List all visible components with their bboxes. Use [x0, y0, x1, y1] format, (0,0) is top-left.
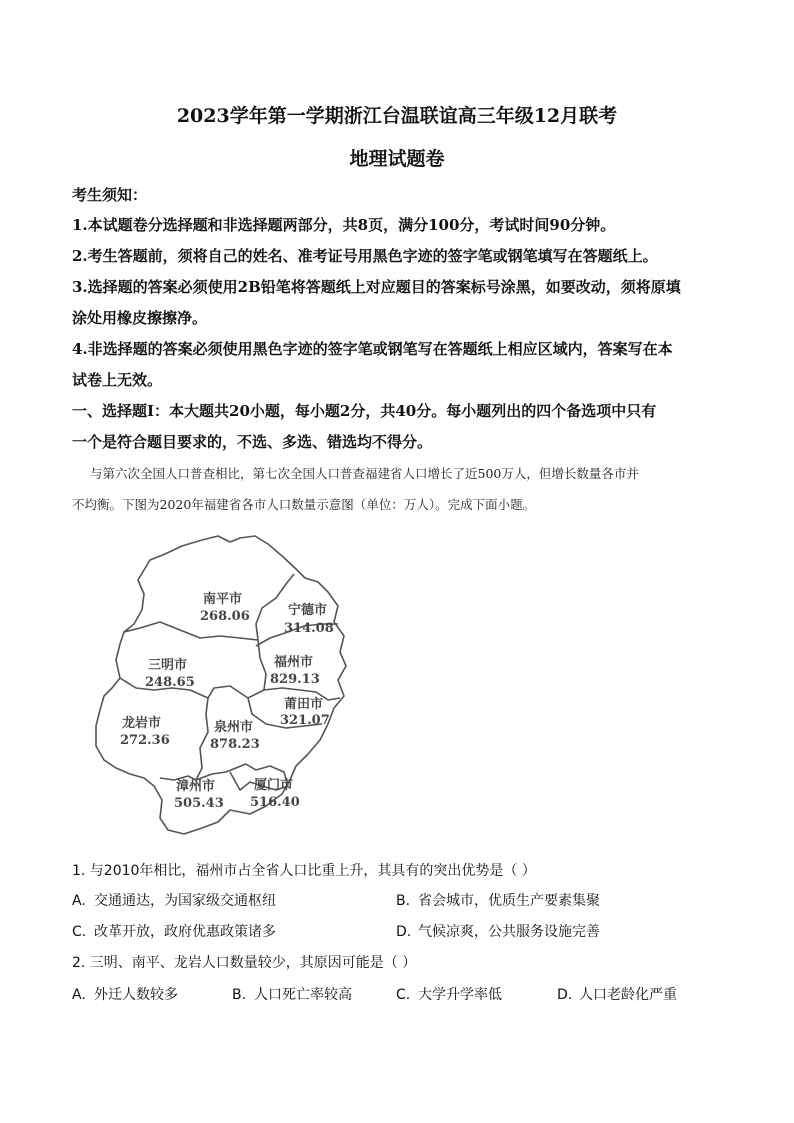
boundary-nanping-sanming — [124, 622, 258, 640]
notice-item: 4.非选择题的答案必须使用黑色字迹的签字笔或钢笔写在答题纸上相应区域内，答案写在本 — [72, 340, 673, 358]
intro-text: 不均衡。下图为2020年福建省各市人口数量示意图（单位：万人）。完成下面小题。 — [72, 497, 536, 512]
notice-item: 3.选择题的答案必须使用2B铅笔将答题纸上对应题目的答案标号涂黑，如要改动，须将原填 — [72, 278, 681, 296]
question-2-option-d[interactable] — [557, 984, 677, 1004]
question-1-option-d[interactable] — [396, 921, 600, 941]
boundary-quanzhou-zhangzhou — [196, 764, 246, 780]
city-name-ningde: 宁德市 — [288, 603, 328, 618]
option-text: 交通通达，为国家级交通枢纽 — [94, 893, 276, 909]
notice-item: 涂处用橡皮擦擦净。 — [72, 309, 208, 327]
city-value-xiamen: 516.40 — [250, 795, 300, 810]
city-value-longyan: 272.36 — [120, 733, 170, 748]
city-name-zhangzhou: 漳州市 — [176, 779, 216, 794]
city-name-longyan: 龙岩市 — [122, 716, 162, 731]
option-key: D. — [396, 924, 412, 940]
section-heading-cont: 一个是符合题目要求的，不选、多选、错选均不得分。 — [72, 433, 433, 451]
question-2-option-a[interactable] — [72, 984, 178, 1004]
city-name-quanzhou: 泉州市 — [214, 720, 254, 735]
notice-heading: 考生须知： — [72, 186, 148, 204]
notice-item: 1.本试题卷分选择题和非选择题两部分，共8页，满分100分，考试时间90分钟。 — [72, 216, 616, 234]
option-key: C. — [396, 987, 411, 1003]
question-2-stem: 2. 三明、南平、龙岩人口数量较少，其原因可能是（ ） — [72, 955, 417, 971]
city-value-ningde: 314.08 — [284, 621, 334, 636]
city-value-zhangzhou: 505.43 — [174, 796, 224, 811]
question-1-option-b[interactable] — [396, 890, 600, 910]
question-1-option-a[interactable] — [72, 890, 276, 910]
city-value-fuzhou: 829.13 — [270, 672, 320, 687]
exam-title: 2023学年第一学期浙江台温联谊高三年级12月联考 — [176, 105, 618, 127]
boundary-sanming-quanzhou — [208, 686, 248, 698]
notice-item: 2.考生答题前，须将自己的姓名、准考证号用黑色字迹的签字笔或钢笔填写在答题纸上。 — [72, 247, 658, 265]
option-key: A. — [72, 987, 86, 1003]
option-text: 人口老龄化严重 — [579, 987, 677, 1003]
question-2-option-c[interactable] — [396, 984, 502, 1004]
city-value-nanping: 268.06 — [200, 609, 250, 624]
intro-text: 与第六次全国人口普查相比，第七次全国人口普查福建省人口增长了近500万人，但增长数量各市并 — [90, 466, 639, 481]
fujian-population-map — [90, 528, 360, 838]
question-2-option-b[interactable] — [232, 984, 352, 1004]
option-key: D. — [557, 987, 573, 1003]
exam-subtitle: 地理试题卷 — [349, 148, 445, 170]
option-text: 大学升学率低 — [418, 987, 502, 1003]
city-value-putian: 321.07 — [280, 713, 330, 728]
city-name-sanming: 三明市 — [148, 658, 188, 673]
city-name-xiamen: 厦门市 — [254, 778, 294, 793]
boundary-sanming-fuzhou — [258, 640, 266, 690]
option-text: 人口死亡率较高 — [254, 987, 352, 1003]
option-text: 改革开放，政府优惠政策诸多 — [94, 924, 276, 940]
option-key: C. — [72, 924, 87, 940]
question-1-option-c[interactable] — [72, 921, 276, 941]
option-text: 省会城市，优质生产要素集聚 — [418, 893, 600, 909]
city-value-quanzhou: 878.23 — [210, 737, 260, 752]
boundary-longyan-quanzhou — [196, 698, 208, 780]
option-key: B. — [396, 893, 411, 909]
option-text: 气候凉爽，公共服务设施完善 — [418, 924, 600, 940]
notice-item: 试卷上无效。 — [72, 371, 163, 389]
option-text: 外迁人数较多 — [94, 987, 178, 1003]
city-name-putian: 莆田市 — [284, 697, 324, 712]
city-name-nanping: 南平市 — [203, 592, 243, 607]
city-value-sanming: 248.65 — [145, 675, 195, 690]
option-key: B. — [232, 987, 247, 1003]
option-key: A. — [72, 893, 86, 909]
city-name-fuzhou: 福州市 — [274, 655, 314, 670]
section-heading: 一、选择题Ⅰ：本大题共20小题，每小题2分，共40分。每小题列出的四个备选项中只有 — [72, 402, 657, 420]
question-1-stem: 1. 与2010年相比，福州市占全省人口比重上升，其具有的突出优势是（ ） — [72, 863, 536, 879]
